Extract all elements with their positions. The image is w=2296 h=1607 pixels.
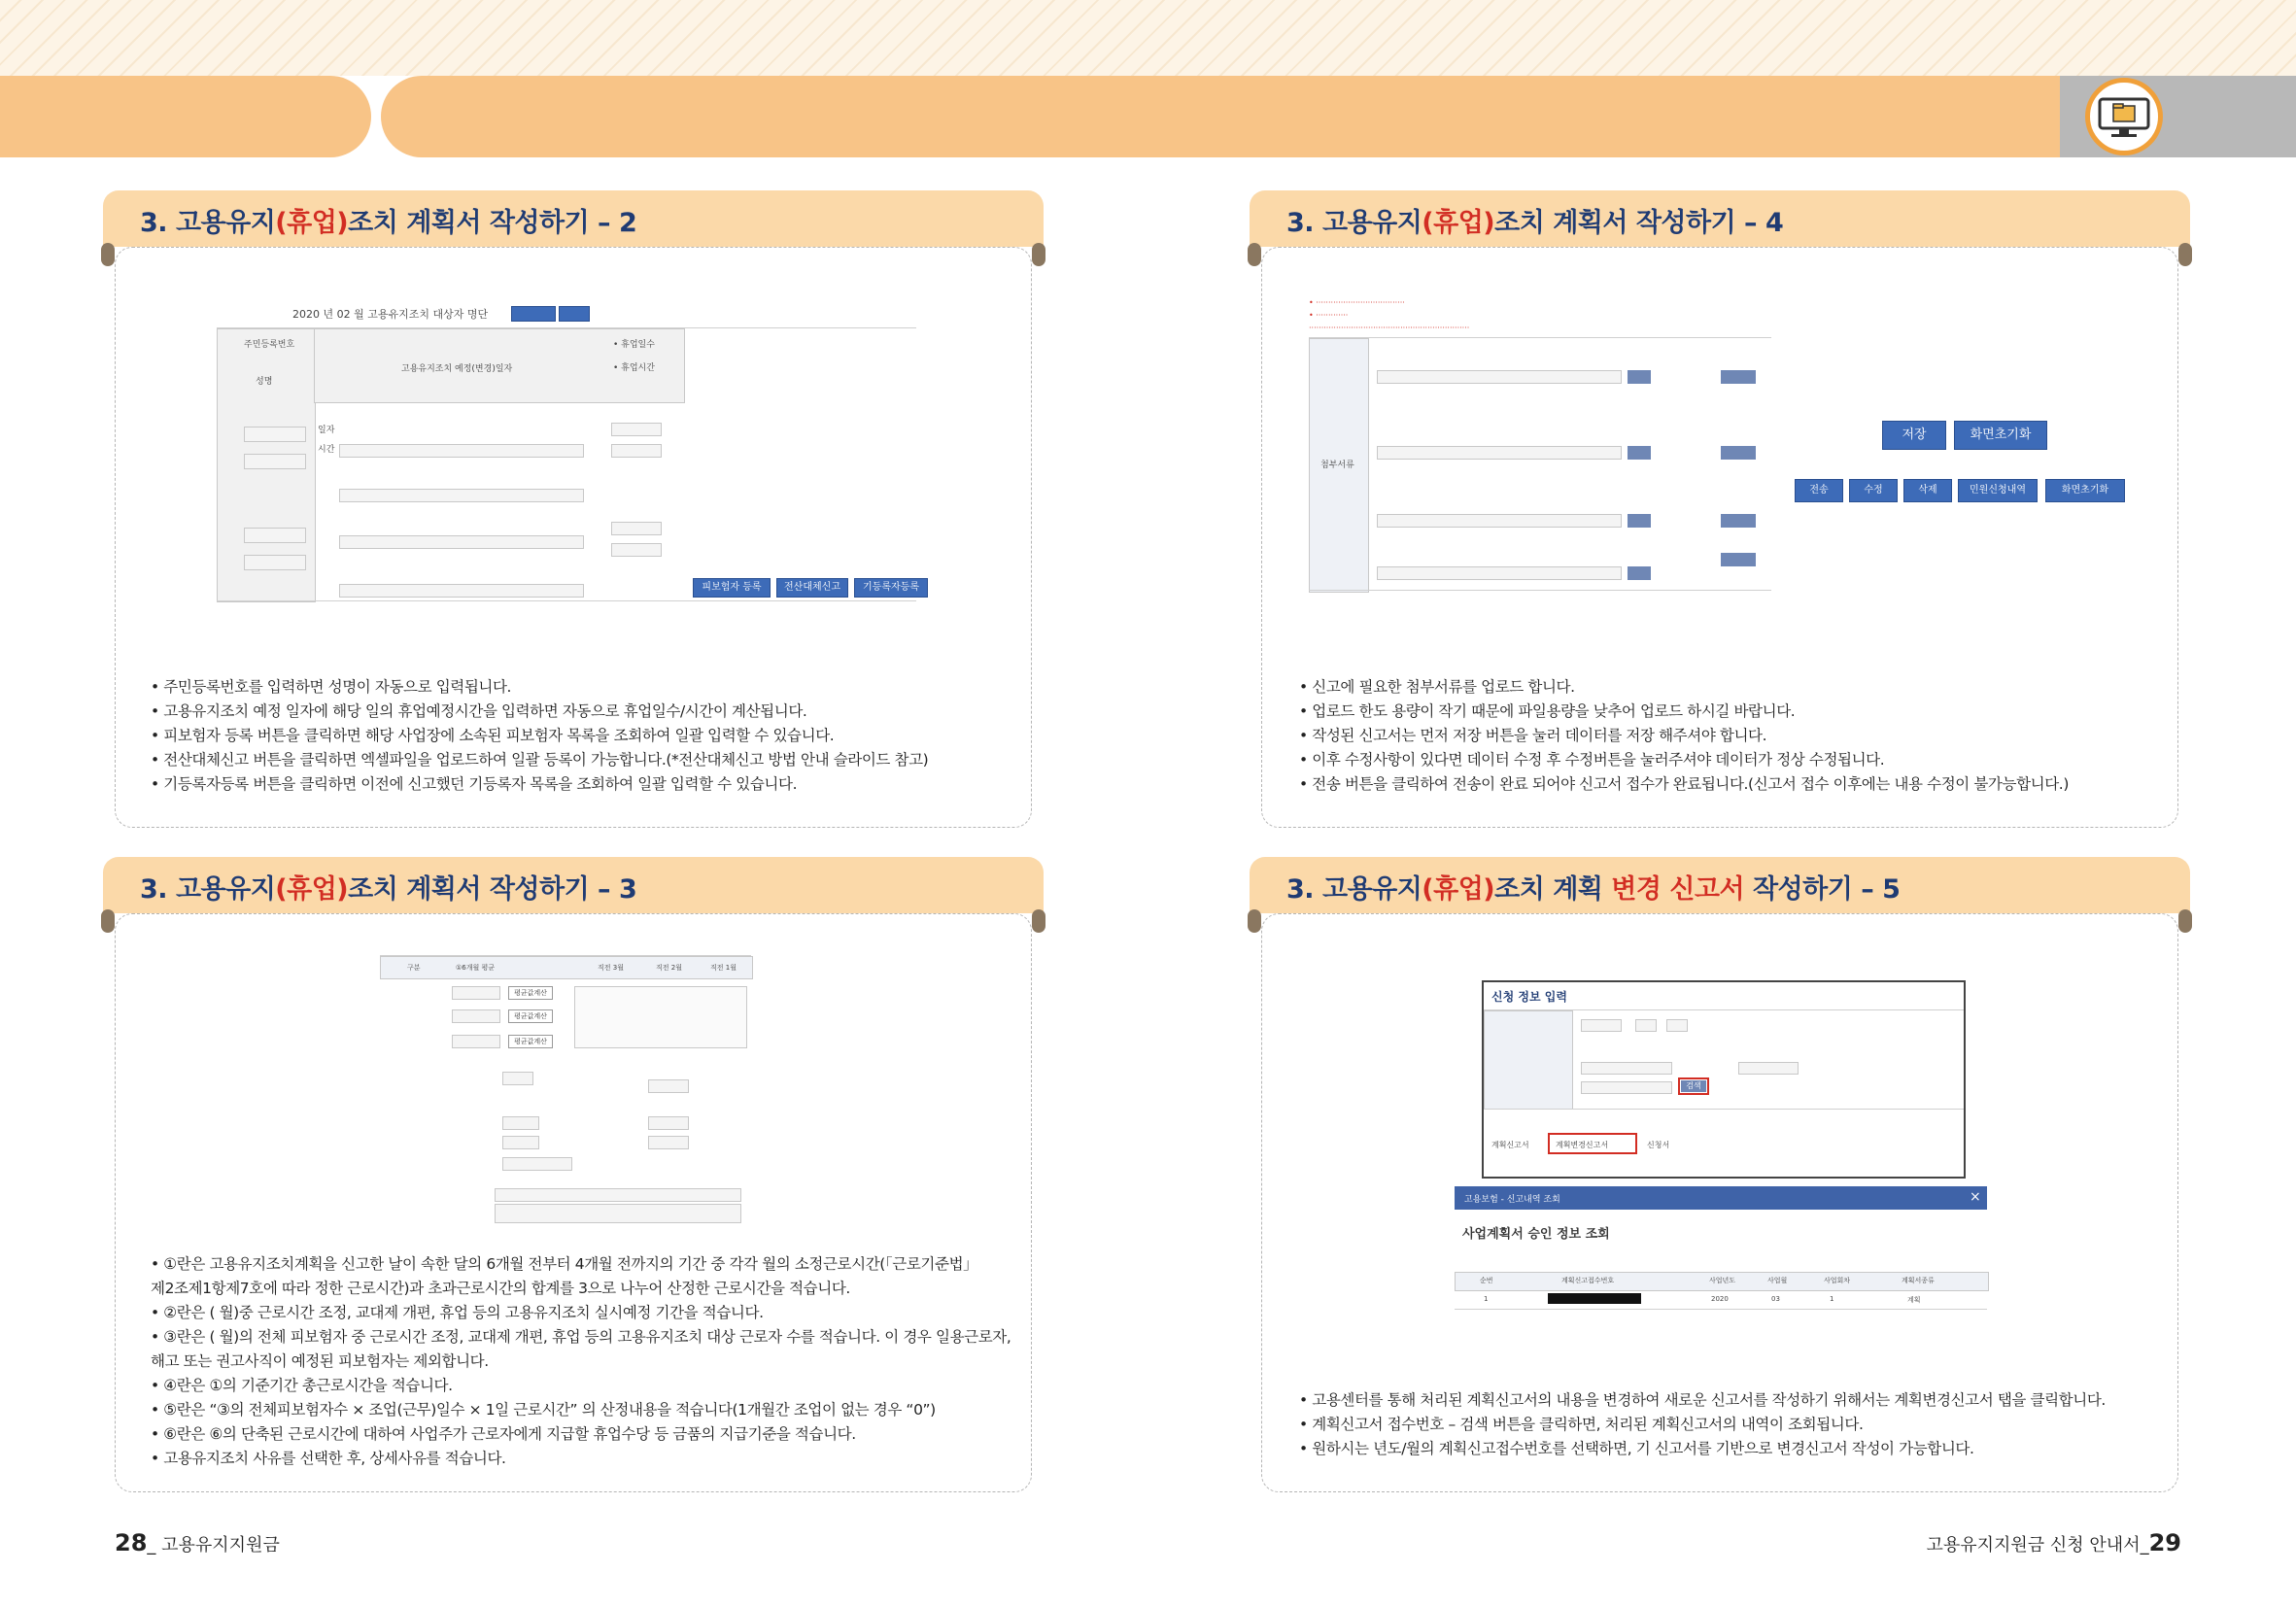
bullet-item: • 작성된 신고서는 먼저 저장 버튼을 눌러 데이터를 저장 해주셔야 합니다. xyxy=(1299,727,1767,744)
popup-cell: 1 xyxy=(1484,1295,1489,1303)
screenshot-hours-form xyxy=(380,926,755,1227)
content-panel xyxy=(115,247,1032,828)
file-input[interactable] xyxy=(1377,370,1622,384)
save-button[interactable]: 저장 xyxy=(1882,421,1946,450)
bullet-item: • 기등록자등록 버튼을 클릭하면 이전에 신고했던 기등록자 목록을 조회하여 일괄 입력할 수 있습니다. xyxy=(151,775,798,793)
upload-button[interactable] xyxy=(1628,514,1651,528)
name-input[interactable] xyxy=(244,555,306,570)
col-head: 구분 xyxy=(407,964,421,972)
average-calc-button[interactable]: 평균값계산 xyxy=(508,1035,553,1048)
col-hours: • 휴업시간 xyxy=(613,363,655,373)
hours-input[interactable] xyxy=(502,1116,539,1130)
bullet-item: • 이후 수정사항이 있다면 데이터 수정 후 수정버튼을 눌러주셔야 데이터가 정상 수정됩니다. xyxy=(1299,751,1885,769)
bullet-item: • ①란은 고용유지조치계획을 신고한 날이 속한 달의 6개월 전부터 4개월 전까지의 기간 중 각각 월의 소정근로시간(「근로기준법」 xyxy=(151,1255,978,1273)
time-inputs[interactable] xyxy=(339,444,584,458)
popup-col: 순번 xyxy=(1480,1277,1493,1284)
count-input[interactable] xyxy=(648,1079,689,1093)
month-input[interactable] xyxy=(1635,1019,1657,1032)
popup-cell: 2020 xyxy=(1711,1295,1729,1303)
redacted-receipt-number xyxy=(1548,1293,1641,1304)
panel-knob-right xyxy=(1032,909,1045,933)
row-day-label: 일자 xyxy=(318,426,335,435)
bullet-list xyxy=(1299,1388,2106,1461)
popup-col: 계획서종류 xyxy=(1902,1277,1935,1284)
bullet-item: 해고 또는 권고사직이 예정된 피보험자는 제외합니다. xyxy=(151,1352,489,1370)
days-field[interactable] xyxy=(611,522,662,535)
page-number: 29 xyxy=(2148,1529,2181,1556)
avg-input[interactable] xyxy=(452,1009,500,1023)
popup-col: 사업년도 xyxy=(1709,1277,1736,1284)
list-heading: 2020 년 02 월 고용유지조치 대상자 명단 xyxy=(292,308,489,321)
title-mid: 조치 계획 xyxy=(1494,874,1612,905)
col-head: ①6개월 평균 xyxy=(456,964,496,972)
col-head: 직전 2월 xyxy=(656,964,682,972)
title-tail: 작성하기 – 5 xyxy=(1744,874,1901,905)
col-head: 직전 1월 xyxy=(710,964,737,972)
popup-col: 사업월 xyxy=(1767,1277,1788,1284)
page-number: 28 xyxy=(115,1529,148,1556)
panel-knob-right xyxy=(2178,909,2192,933)
screenshot-apply-info xyxy=(1482,980,1966,1179)
screenshot-popup xyxy=(1455,1186,1987,1332)
send-button[interactable]: 전송 xyxy=(1795,479,1843,502)
col-name: 성명 xyxy=(256,377,273,387)
time-inputs[interactable] xyxy=(339,489,584,502)
search-button[interactable]: 검색 xyxy=(1681,1080,1706,1092)
panel-knob-left xyxy=(1248,243,1261,266)
monitor-folder-icon xyxy=(2085,78,2163,155)
batch-upload-button[interactable]: 전산대체신고 xyxy=(776,578,848,598)
round-input[interactable] xyxy=(1666,1019,1688,1032)
panel-knob-left xyxy=(101,243,115,266)
hours-field[interactable] xyxy=(611,444,662,458)
notice-line: • ···································· xyxy=(1309,298,1405,307)
tab-plan[interactable]: 계획신고서 xyxy=(1491,1141,1529,1149)
id-input[interactable] xyxy=(244,427,306,442)
panel-knob-right xyxy=(2178,243,2192,266)
notice-line: ································································· xyxy=(1309,324,1470,332)
criteria-input[interactable] xyxy=(502,1157,572,1171)
average-calc-button[interactable]: 평균값계산 xyxy=(508,1009,553,1023)
panel-title-tab xyxy=(103,190,1044,247)
header-bar xyxy=(381,76,2110,157)
find-file-button[interactable] xyxy=(1721,446,1756,460)
panel-title-tab xyxy=(103,857,1044,913)
insured-register-button[interactable]: 피보험자 등록 xyxy=(693,578,771,598)
bullet-item: • 고용유지조치 예정 일자에 해당 일의 휴업예정시간을 입력하면 자동으로 휴업일수/시간이 계산됩니다. xyxy=(151,702,807,720)
avg-input[interactable] xyxy=(452,986,500,1000)
upload-button[interactable] xyxy=(1628,446,1651,460)
date-input[interactable] xyxy=(1738,1062,1799,1075)
time-inputs[interactable] xyxy=(339,535,584,549)
popup-cell: 1 xyxy=(1830,1295,1834,1303)
panel-title: 3. 고용유지(휴업)조치 계획서 작성하기 – 2 xyxy=(140,208,637,238)
find-file-button[interactable] xyxy=(1721,370,1756,384)
time-inputs[interactable] xyxy=(339,584,584,598)
panel-title-tab xyxy=(1250,857,2190,913)
find-file-button[interactable] xyxy=(1721,553,1756,566)
footer-right xyxy=(1926,1529,2181,1556)
header-pattern xyxy=(0,0,2296,76)
screenshot-attachments xyxy=(1309,298,1775,594)
panel-knob-left xyxy=(1248,909,1261,933)
upload-button[interactable] xyxy=(1628,566,1651,580)
bullet-list xyxy=(151,675,928,797)
bullet-item: • 원하시는 년도/월의 계획신고접수번호를 선택하면, 기 신고서를 기반으로 변경신고서 작성이 가능합니다. xyxy=(1299,1440,1974,1457)
avg-input[interactable] xyxy=(452,1035,500,1048)
col-id: 주민등록번호 xyxy=(244,340,295,350)
reset-button[interactable]: 화면초기화 xyxy=(1954,421,2047,450)
footer-right-text: 고용유지지원금 신청 안내서_ xyxy=(1926,1535,2149,1556)
bullet-item: • 전산대체신고 버튼을 클릭하면 엑셀파일을 업로드하여 일괄 등록이 가능합니다.(*전산대체신고 방법 안내 슬라이드 참고) xyxy=(151,751,929,769)
footer-left xyxy=(115,1529,280,1556)
reason-select[interactable] xyxy=(495,1188,741,1202)
find-file-button[interactable] xyxy=(1721,514,1756,528)
footer-left-text: _ 고용유지지원금 xyxy=(147,1535,280,1556)
screenshot-target-list xyxy=(217,298,922,607)
name-input[interactable] xyxy=(244,454,306,469)
popup-title: 사업계획서 승인 정보 조회 xyxy=(1462,1227,1610,1242)
panel-title: 3. 고용유지(휴업)조치 계획서 작성하기 – 4 xyxy=(1286,208,1784,238)
file-input[interactable] xyxy=(1377,446,1622,460)
existing-register-button[interactable]: 기등록자등록 xyxy=(854,578,928,598)
bullet-item: • ⑤란은 “③의 전체피보험자수 × 조업(근무)일수 × 1일 근로시간” 의 산정내용을 적습니다(1개월간 조업이 없는 경우 “0”) xyxy=(151,1401,936,1419)
section-title: 신청 정보 입력 xyxy=(1491,990,1567,1004)
bullet-item: • ④란은 ①의 기준기간 총근로시간을 적습니다. xyxy=(151,1377,453,1394)
file-input[interactable] xyxy=(1377,566,1622,580)
bullet-item: • ②란은 ( 월)중 근로시간 조정, 교대제 개편, 휴업 등의 고용유지조치 실시예정 기간을 적습니다. xyxy=(151,1304,764,1321)
bullet-item: • 고용유지조치 사유를 선택한 후, 상세사유를 적습니다. xyxy=(151,1450,506,1467)
bullet-item: • 주민등록번호를 입력하면 성명이 자동으로 입력됩니다. xyxy=(151,678,512,696)
delete-button[interactable]: 삭제 xyxy=(1903,479,1952,502)
bullet-list xyxy=(1299,675,2069,797)
days-field[interactable] xyxy=(611,423,662,436)
panel-knob-right xyxy=(1032,243,1045,266)
year-input[interactable] xyxy=(1581,1019,1622,1032)
upload-button[interactable] xyxy=(1628,370,1651,384)
row-time-label: 시간 xyxy=(318,445,335,455)
bullet-item: • ③란은 ( 월)의 전체 피보험자 중 근로시간 조정, 교대제 개편, 휴업 등의 고용유지조치 대상 근로자 수를 적습니다. 이 경우 일용근로자, xyxy=(151,1328,1011,1346)
history-button[interactable]: 민원신청내역 xyxy=(1958,479,2038,502)
panel-title: 3. 고용유지(휴업)조치 계획서 작성하기 – 3 xyxy=(140,874,637,905)
bullet-item: • 피보험자 등록 버튼을 클릭하면 해당 사업장에 소속된 피보험자 목록을 조회하여 일괄 입력할 수 있습니다. xyxy=(151,727,835,744)
reason-detail-input[interactable] xyxy=(495,1204,741,1223)
close-icon[interactable]: × xyxy=(1970,1189,1981,1205)
popup-col: 사업회차 xyxy=(1824,1277,1851,1284)
panel-knob-left xyxy=(101,909,115,933)
panel-title-tab xyxy=(1250,190,2190,247)
popup-cell: 03 xyxy=(1771,1295,1780,1303)
bullet-item: • 고용센터를 통해 처리된 계획신고서의 내용을 변경하여 새로운 신고서를 작성하기 위해서는 계획변경신고서 탭을 클릭합니다. xyxy=(1299,1391,2106,1409)
attach-label: 첨부서류 xyxy=(1320,461,1354,470)
edit-button[interactable]: 수정 xyxy=(1849,479,1898,502)
tab-application[interactable]: 신청서 xyxy=(1647,1141,1670,1149)
id-input[interactable] xyxy=(244,528,306,543)
popup-cell: 계획 xyxy=(1907,1296,1921,1304)
content-panel xyxy=(115,913,1032,1492)
notice-line: • ············· xyxy=(1309,311,1349,320)
col-plan: 고용유지조치 예정(변경)일자 xyxy=(401,364,513,374)
popup-col: 계획신고접수번호 xyxy=(1561,1277,1615,1284)
panel-title: 3. 고용유지(휴업)조치 계획 변경 신고서 작성하기 – 5 xyxy=(1286,874,1901,905)
bullet-item: • 계획신고서 접수번호 – 검색 버튼을 클릭하면, 처리된 계획신고서의 내역이 조회됩니다. xyxy=(1299,1416,1864,1433)
search-button[interactable] xyxy=(511,306,556,322)
file-input[interactable] xyxy=(1377,514,1622,528)
bullet-item: • 신고에 필요한 첨부서류를 업로드 합니다. xyxy=(1299,678,1575,696)
date-input[interactable] xyxy=(502,1072,533,1085)
bullet-list xyxy=(151,1252,1011,1471)
popup-bar-title: 고용보험 - 신고내역 조회 xyxy=(1464,1195,1560,1205)
reset-button[interactable] xyxy=(559,306,590,322)
receipt-input[interactable] xyxy=(1581,1062,1672,1075)
hours-field[interactable] xyxy=(611,543,662,557)
bullet-item: • 전송 버튼을 클릭하여 전송이 완료 되어야 신고서 접수가 완료됩니다.(신고서 접수 이후에는 내용 수정이 불가능합니다.) xyxy=(1299,775,2069,793)
content-panel xyxy=(1261,913,2178,1492)
hours-input[interactable] xyxy=(648,1116,689,1130)
plan-receipt-input[interactable] xyxy=(1581,1081,1672,1094)
bullet-item: • ⑥란은 ⑥의 단축된 근로시간에 대하여 사업주가 근로자에게 지급할 휴업수당 등 금품의 지급기준을 적습니다. xyxy=(151,1425,856,1443)
bullet-item: 제2조제1항제7호에 따라 정한 근로시간)과 초과근로시간의 합계를 3으로 나누어 산정한 근로시간을 적습니다. xyxy=(151,1280,850,1297)
tab-plan-change[interactable]: 계획변경신고서 xyxy=(1556,1141,1609,1149)
average-calc-button[interactable]: 평균값계산 xyxy=(508,986,553,1000)
col-days: • 휴업일수 xyxy=(613,340,655,350)
reset-button[interactable]: 화면초기화 xyxy=(2045,479,2125,502)
hours-input[interactable] xyxy=(502,1136,539,1149)
bullet-item: • 업로드 한도 용량이 작기 때문에 파일용량을 낮추어 업로드 하시길 바랍니다. xyxy=(1299,702,1796,720)
header-bar-left xyxy=(0,76,371,157)
content-panel xyxy=(1261,247,2178,828)
hours-input[interactable] xyxy=(648,1136,689,1149)
col-head: 직전 3월 xyxy=(598,964,624,972)
